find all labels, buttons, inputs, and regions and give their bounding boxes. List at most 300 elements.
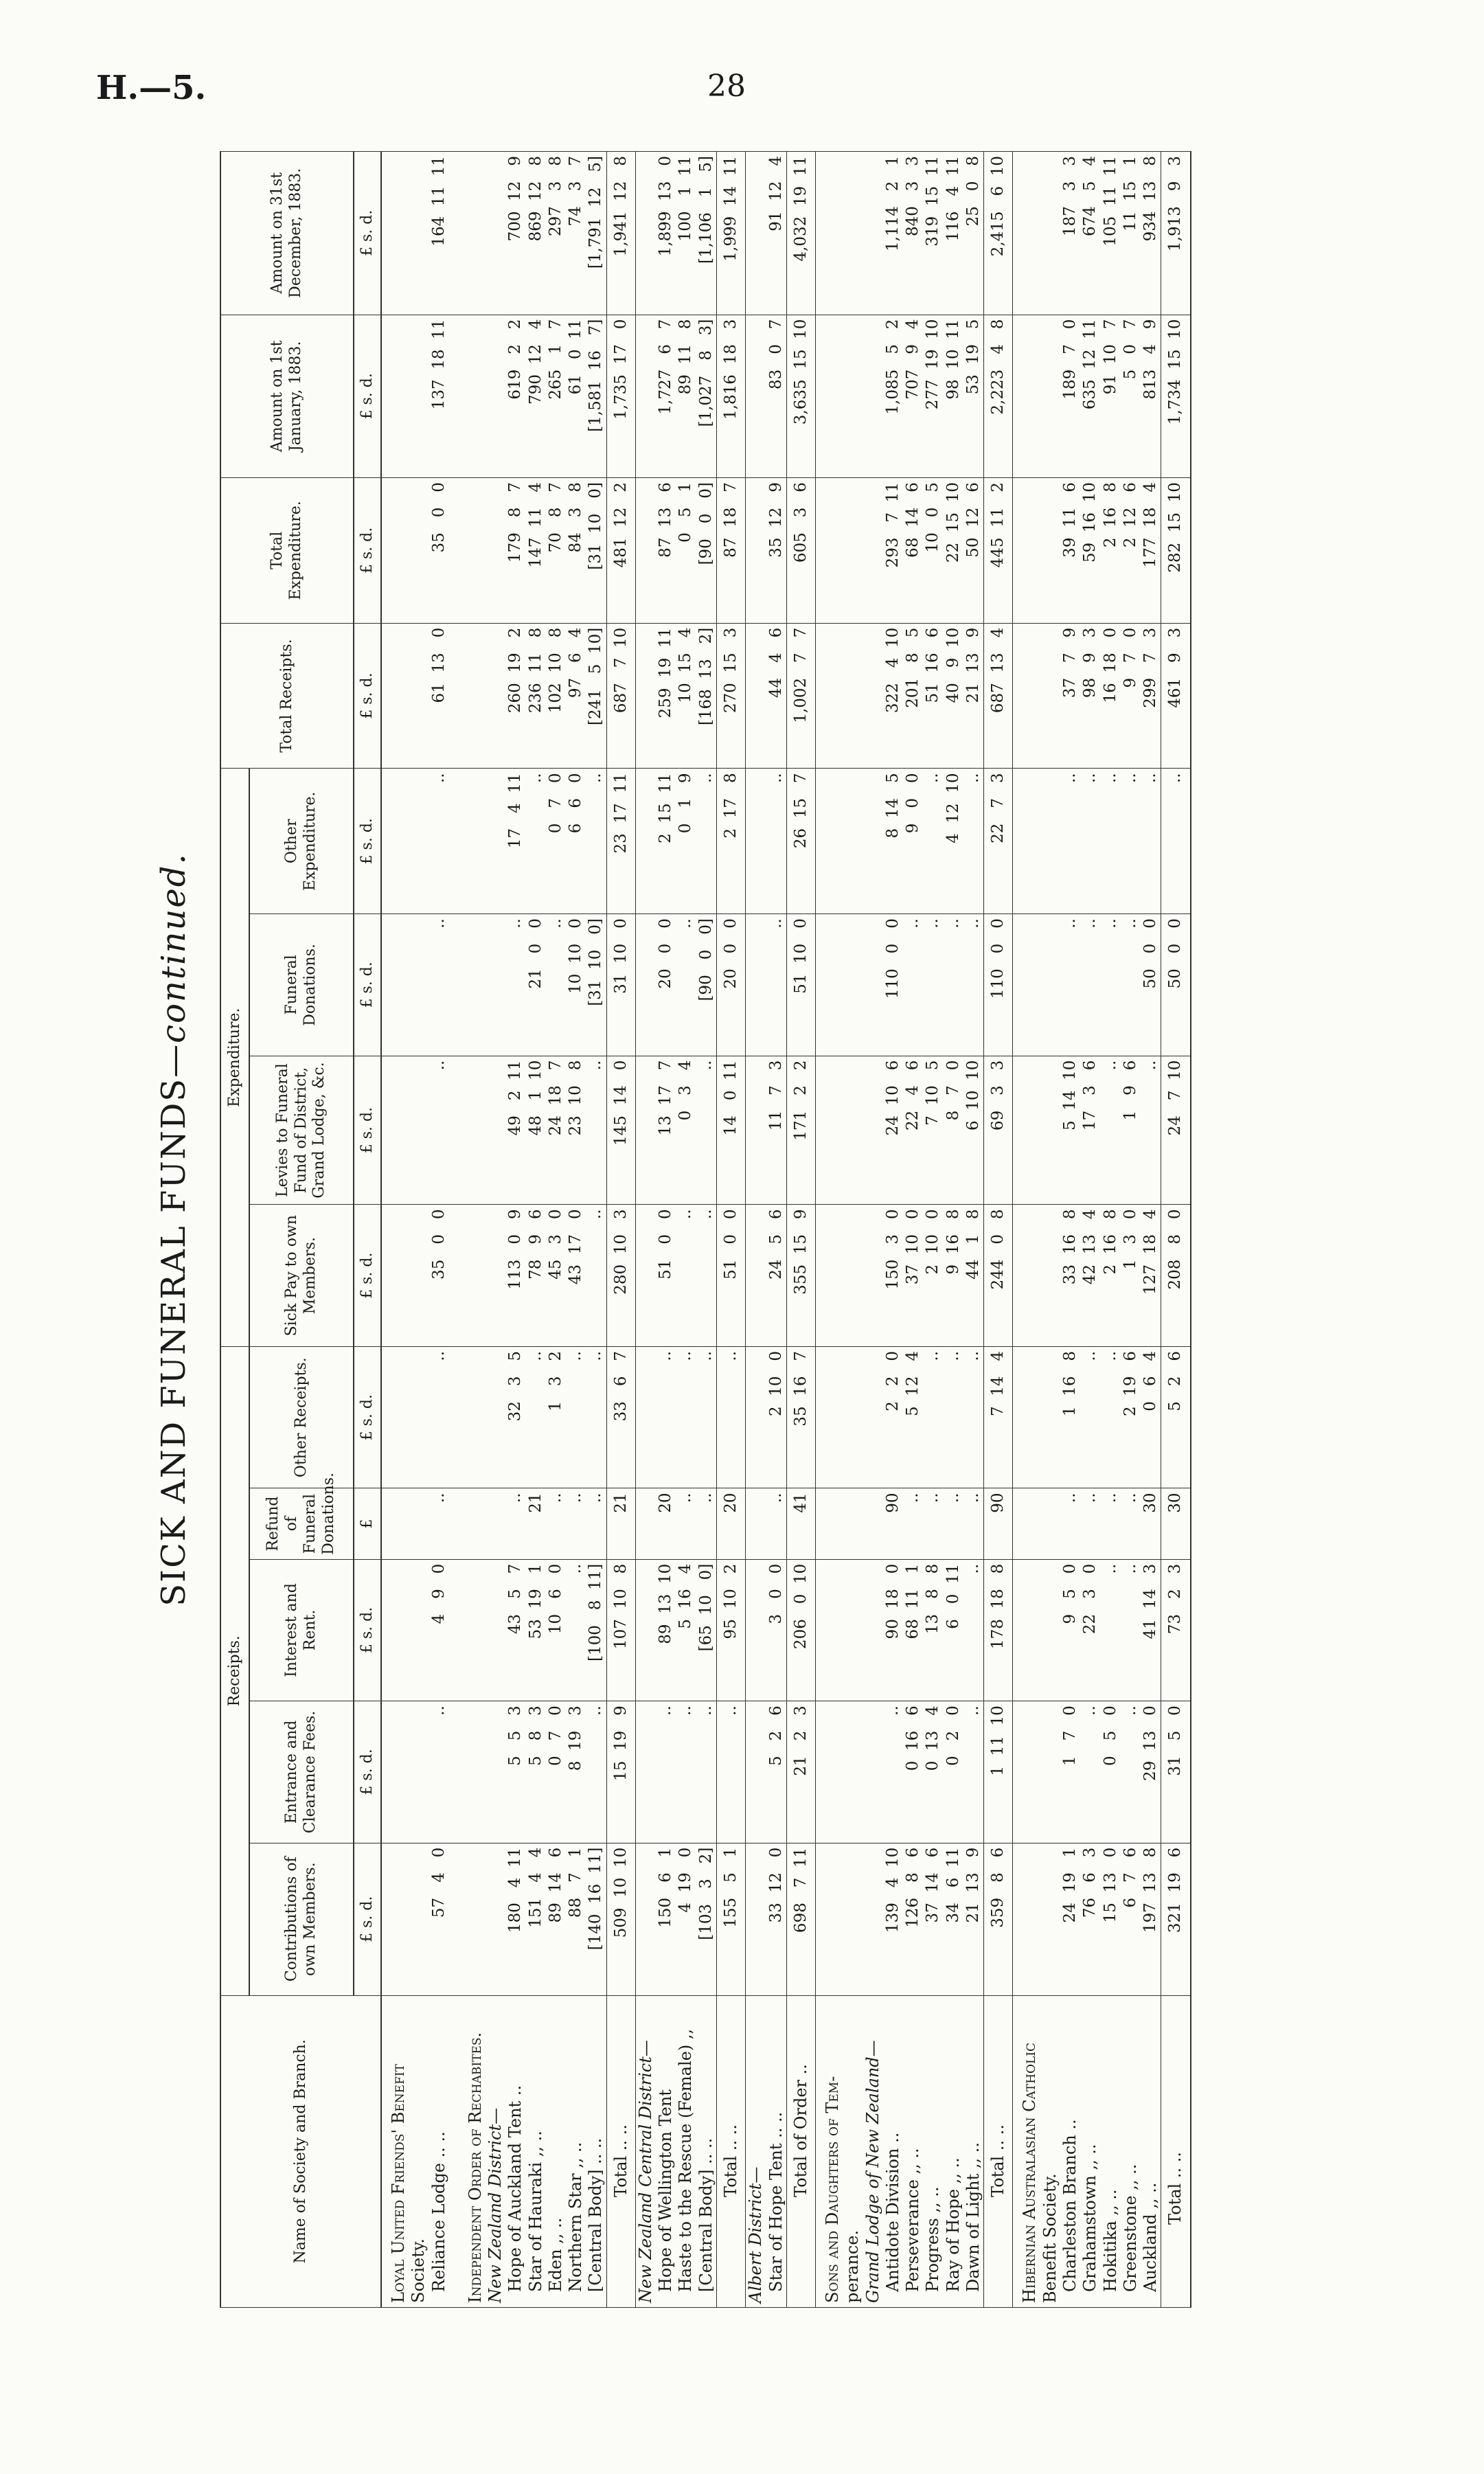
table-cell <box>459 478 486 624</box>
row-label: Perseverance ,, .. <box>903 1995 923 2307</box>
table-cell: .. <box>923 1488 943 1559</box>
table-cell <box>409 478 429 624</box>
table-cell <box>459 914 486 1056</box>
table-row <box>746 152 766 2308</box>
table-cell <box>486 1843 505 1995</box>
unit-label: £ s. d. <box>354 1056 381 1205</box>
page-header <box>0 0 1484 130</box>
table-cell <box>863 478 883 624</box>
table-cell: 1,913 9 3 <box>1161 152 1191 315</box>
table-cell: 37 7 9 <box>1060 623 1080 769</box>
table-cell <box>409 623 429 769</box>
table-cell: 297 3 8 <box>546 152 566 315</box>
table-cell <box>449 623 459 769</box>
table-cell: 687 7 10 <box>606 623 635 769</box>
table-cell: .. <box>963 769 984 914</box>
table-cell: 48 1 10 <box>526 1056 546 1205</box>
table-cell: [241 5 10] <box>586 623 606 769</box>
table-cell: 35 16 7 <box>786 1346 815 1488</box>
row-label: Auckland ,, .. <box>1141 1995 1161 2307</box>
table-cell: .. <box>1121 914 1141 1056</box>
table-cell <box>843 623 863 769</box>
table-cell <box>409 1205 429 1347</box>
table-cell <box>843 1843 863 1995</box>
table-cell: 1,816 18 3 <box>716 315 745 477</box>
row-label: Star of Hauraki ,, .. <box>526 1995 546 2307</box>
table-cell <box>449 1559 459 1701</box>
row-label: Total .. .. <box>716 1995 745 2307</box>
table-cell: 87 13 6 <box>656 478 676 624</box>
table-cell <box>459 315 486 477</box>
table-cell: 29 13 0 <box>1141 1701 1161 1843</box>
table-cell: 359 8 6 <box>984 1843 1013 1995</box>
table-cell: 2,415 6 10 <box>984 152 1013 315</box>
table-cell: 813 4 9 <box>1141 315 1161 477</box>
table-cell: 0 1 9 <box>676 769 696 914</box>
table-cell: 4,032 19 11 <box>786 152 815 315</box>
table-cell <box>863 769 883 914</box>
table-cell: 105 11 11 <box>1101 152 1121 315</box>
table-cell: 2 10 0 <box>766 1346 787 1488</box>
table-cell: .. <box>1080 1346 1100 1488</box>
table-cell: 208 8 0 <box>1161 1205 1191 1347</box>
table-cell: 700 12 9 <box>505 152 525 315</box>
table-cell: 150 6 1 <box>656 1843 676 1995</box>
table-cell: 0 5 1 <box>676 478 696 624</box>
table-cell: 51 16 6 <box>923 623 943 769</box>
table-cell <box>635 914 656 1056</box>
table-cell: .. <box>766 769 787 914</box>
table-cell <box>449 1843 459 1995</box>
row-label: Star of Hope Tent .. .. <box>766 1995 787 2307</box>
table-cell: 20 0 0 <box>716 914 745 1056</box>
col-other-expenditure-header: Other Expenditure. <box>249 769 354 914</box>
table-cell: 43 17 0 <box>566 1205 586 1347</box>
table-cell: 51 0 0 <box>716 1205 745 1347</box>
table-cell <box>746 1701 766 1843</box>
table-cell <box>381 1701 409 1843</box>
table-cell <box>843 769 863 914</box>
table-cell: 15 13 0 <box>1101 1843 1121 1995</box>
table-cell <box>449 478 459 624</box>
table-cell: 21 0 0 <box>526 914 546 1056</box>
table-cell: 10 6 0 <box>546 1559 566 1701</box>
table-cell: 2 17 8 <box>716 769 745 914</box>
table-cell: 113 0 9 <box>505 1205 525 1347</box>
table-cell: 10 15 4 <box>676 623 696 769</box>
table-cell: .. <box>429 1346 449 1488</box>
table-cell: 22 3 0 <box>1080 1559 1100 1701</box>
table-cell <box>486 1205 505 1347</box>
table-cell: 8 7 0 <box>944 1056 963 1205</box>
table-cell: .. <box>656 1701 676 1843</box>
table-cell <box>381 914 409 1056</box>
row-label: Northern Star ,, .. <box>566 1995 586 2307</box>
table-cell: 73 2 3 <box>1161 1559 1191 1701</box>
row-label: Hope of Wellington Tent <box>656 1995 676 2307</box>
table-cell: [90 0 0] <box>696 914 717 1056</box>
unit-label: £ s. d. <box>354 769 381 914</box>
table-cell: 171 2 2 <box>786 1056 815 1205</box>
table-cell <box>635 623 656 769</box>
table-cell <box>746 1488 766 1559</box>
table-cell <box>635 1701 656 1843</box>
col-other-receipts-header: Other Receipts. <box>249 1346 354 1488</box>
table-cell: 102 10 8 <box>546 623 566 769</box>
table-cell: .. <box>1141 1056 1161 1205</box>
table-cell: 2 19 6 <box>1121 1346 1141 1488</box>
table-cell: 1,999 14 11 <box>716 152 745 315</box>
table-cell: 50 0 0 <box>1141 914 1161 1056</box>
table-cell: 1 3 2 <box>546 1346 566 1488</box>
table-cell: 51 0 0 <box>656 1205 676 1347</box>
table-cell: 270 15 3 <box>716 623 745 769</box>
table-cell <box>449 1488 459 1559</box>
table-cell: 41 <box>786 1488 815 1559</box>
table-cell <box>1013 152 1040 315</box>
table-cell <box>843 478 863 624</box>
table-cell: 2 16 8 <box>1101 478 1121 624</box>
table-cell: 127 18 4 <box>1141 1205 1161 1347</box>
col-total-receipts-header: Total Receipts. <box>220 623 354 769</box>
table-cell <box>1013 1843 1040 1995</box>
group-receipts-header: Receipts. <box>220 1346 249 1995</box>
table-cell: 687 13 4 <box>984 623 1013 769</box>
table-cell: 13 8 8 <box>923 1559 943 1701</box>
table-cell: 8 19 3 <box>566 1701 586 1843</box>
table-cell: 91 10 7 <box>1101 315 1121 477</box>
table-cell: 9 0 0 <box>903 769 923 914</box>
table-cell: 20 <box>656 1488 676 1559</box>
table-row <box>459 152 486 2308</box>
table-cell <box>449 152 459 315</box>
table-cell: 1 16 8 <box>1060 1346 1080 1488</box>
row-label: Society. <box>409 1995 429 2307</box>
table-cell: .. <box>1121 1701 1141 1843</box>
table-cell <box>746 1346 766 1488</box>
table-cell <box>409 152 429 315</box>
table-cell <box>486 1056 505 1205</box>
table-cell <box>635 1559 656 1701</box>
table-cell: 5 14 10 <box>1060 1056 1080 1205</box>
unit-label: £ s. d. <box>354 1701 381 1843</box>
table-cell: 1 11 10 <box>984 1701 1013 1843</box>
table-cell: 35 0 0 <box>429 478 449 624</box>
table-cell <box>816 478 843 624</box>
table-cell: 189 7 0 <box>1060 315 1080 477</box>
table-cell: 70 8 7 <box>546 478 566 624</box>
table-cell <box>816 1701 843 1843</box>
table-cell: 1 7 0 <box>1060 1701 1080 1843</box>
table-cell <box>1013 914 1040 1056</box>
table-row <box>486 152 505 2308</box>
table-cell: .. <box>1060 914 1080 1056</box>
table-cell: 8 14 5 <box>883 769 903 914</box>
row-label: Reliance Lodge .. .. <box>429 1995 449 2307</box>
table-cell: 177 18 4 <box>1141 478 1161 624</box>
table-cell: 1,941 12 8 <box>606 152 635 315</box>
table-cell <box>1040 623 1060 769</box>
table-cell: .. <box>505 1488 525 1559</box>
table-cell <box>486 152 505 315</box>
table-cell: 150 3 0 <box>883 1205 903 1347</box>
table-cell: 461 9 3 <box>1161 623 1191 769</box>
table-cell: .. <box>586 769 606 914</box>
table-cell <box>1040 1205 1060 1347</box>
table-cell: 5 8 3 <box>526 1701 546 1843</box>
table-cell: .. <box>676 1346 696 1488</box>
table-cell: .. <box>566 1559 586 1701</box>
table-cell: 151 4 4 <box>526 1843 546 1995</box>
table-row <box>1040 152 1060 2308</box>
table-cell <box>459 1701 486 1843</box>
table-cell <box>459 152 486 315</box>
table-cell: 244 0 8 <box>984 1205 1013 1347</box>
table-cell: 605 3 6 <box>786 478 815 624</box>
table-cell: 23 10 8 <box>566 1056 586 1205</box>
table-cell <box>486 478 505 624</box>
table-cell: 6 7 6 <box>1121 1843 1141 1995</box>
table-cell: 9 5 0 <box>1060 1559 1080 1701</box>
row-label: Charleston Branch .. <box>1060 1995 1080 2307</box>
table-cell <box>635 315 656 477</box>
table-cell: .. <box>526 769 546 914</box>
table-row <box>1013 152 1040 2308</box>
table-cell: 321 19 6 <box>1161 1843 1191 1995</box>
table-cell: 53 19 5 <box>963 315 984 477</box>
table-cell: .. <box>1101 1488 1121 1559</box>
table-cell <box>381 623 409 769</box>
table-cell <box>449 1701 459 1843</box>
table-cell <box>816 1488 843 1559</box>
table-row <box>449 152 459 2308</box>
table-cell <box>1040 152 1060 315</box>
table-cell: 6 0 11 <box>944 1559 963 1701</box>
table-row <box>944 152 963 2308</box>
col-interest-header: Interest and Rent. <box>249 1559 354 1701</box>
table-cell: 40 9 10 <box>944 623 963 769</box>
row-label: Sons and Daughters of Tem- <box>816 1995 843 2307</box>
table-cell <box>449 914 459 1056</box>
rotated-table-area <box>155 151 1446 2308</box>
page-number: 28 <box>707 69 746 104</box>
table-cell: 37 14 6 <box>923 1843 943 1995</box>
table-cell: 21 2 3 <box>786 1701 815 1843</box>
table-row <box>903 152 923 2308</box>
table-cell: 3 0 0 <box>766 1559 787 1701</box>
table-cell: .. <box>944 1488 963 1559</box>
table-cell: 180 4 11 <box>505 1843 525 1995</box>
table-cell <box>816 315 843 477</box>
table-cell: 110 0 0 <box>883 914 903 1056</box>
table-cell: 1,085 5 2 <box>883 315 903 477</box>
row-label: [Central Body] .. .. <box>586 1995 606 2307</box>
table-cell: .. <box>676 1205 696 1347</box>
table-cell: 25 0 8 <box>963 152 984 315</box>
table-title <box>155 151 209 2308</box>
table-cell <box>449 1346 459 1488</box>
table-row <box>883 152 903 2308</box>
table-row <box>1161 152 1191 2308</box>
table-row <box>716 152 745 2308</box>
table-cell: .. <box>546 1488 566 1559</box>
table-cell <box>635 769 656 914</box>
row-label: Greenstone ,, .. <box>1121 1995 1141 2307</box>
table-cell <box>381 152 409 315</box>
table-cell <box>816 1843 843 1995</box>
table-cell: 509 10 10 <box>606 1843 635 1995</box>
table-cell: .. <box>1080 914 1100 1056</box>
table-cell: 116 4 11 <box>944 152 963 315</box>
table-cell: .. <box>429 1701 449 1843</box>
table-row <box>984 152 1013 2308</box>
table-cell: 0 7 0 <box>546 769 566 914</box>
table-cell: 265 1 7 <box>546 315 566 477</box>
table-cell: 84 3 8 <box>566 478 586 624</box>
table-cell: .. <box>923 914 943 1056</box>
table-cell <box>635 478 656 624</box>
table-cell <box>381 1056 409 1205</box>
table-cell: 107 10 8 <box>606 1559 635 1701</box>
table-cell: 145 14 0 <box>606 1056 635 1205</box>
table-cell: .. <box>696 769 717 914</box>
table-cell: 35 12 9 <box>766 478 787 624</box>
table-cell: 68 14 6 <box>903 478 923 624</box>
table-row <box>766 152 787 2308</box>
table-cell: .. <box>766 914 787 1056</box>
table-cell: 179 8 7 <box>505 478 525 624</box>
table-cell: 481 12 2 <box>606 478 635 624</box>
table-cell: .. <box>566 1346 586 1488</box>
table-cell: 33 6 7 <box>606 1346 635 1488</box>
table-cell <box>863 1701 883 1843</box>
table-cell: [140 16 11] <box>586 1843 606 1995</box>
table-cell: .. <box>1101 769 1121 914</box>
table-cell <box>635 1488 656 1559</box>
unit-label: £ s. d. <box>354 1205 381 1347</box>
table-cell: 0 7 0 <box>546 1701 566 1843</box>
col-funeral-header: Funeral Donations. <box>249 914 354 1056</box>
table-cell: .. <box>566 1488 586 1559</box>
table-cell: 45 3 0 <box>546 1205 566 1347</box>
table-cell <box>746 623 766 769</box>
table-row <box>429 152 449 2308</box>
row-label: Independent Order of Rechabites. <box>459 1995 486 2307</box>
row-label: Total .. .. <box>984 1995 1013 2307</box>
table-cell <box>486 769 505 914</box>
table-cell: 76 6 3 <box>1080 1843 1100 1995</box>
table-cell: [103 3 2] <box>696 1843 717 1995</box>
table-cell: 90 <box>883 1488 903 1559</box>
table-cell: 90 <box>984 1488 1013 1559</box>
table-cell <box>816 914 843 1056</box>
table-cell: [1,581 16 7] <box>586 315 606 477</box>
table-cell: [31 10 0] <box>586 914 606 1056</box>
table-cell: 32 3 5 <box>505 1346 525 1488</box>
table-cell: 24 18 7 <box>546 1056 566 1205</box>
table-cell: .. <box>923 769 943 914</box>
row-label: Albert District— <box>746 1995 766 2307</box>
table-cell: .. <box>903 914 923 1056</box>
table-cell: .. <box>1080 769 1100 914</box>
table-cell: 91 12 4 <box>766 152 787 315</box>
table-cell <box>449 769 459 914</box>
row-label: Benefit Society. <box>1040 1995 1060 2307</box>
table-cell: 0 13 4 <box>923 1701 943 1843</box>
table-cell: 61 13 0 <box>429 623 449 769</box>
table-row <box>786 152 815 2308</box>
table-cell: 30 <box>1141 1488 1161 1559</box>
table-cell: .. <box>586 1056 606 1205</box>
table-cell: .. <box>505 914 525 1056</box>
table-row <box>1101 152 1121 2308</box>
table-cell: 87 18 7 <box>716 478 745 624</box>
table-cell: 7 14 4 <box>984 1346 1013 1488</box>
table-cell: .. <box>1080 1701 1100 1843</box>
table-cell <box>1013 1559 1040 1701</box>
table-cell: .. <box>1101 1346 1121 1488</box>
table-row <box>843 152 863 2308</box>
table-cell: 0 2 0 <box>944 1701 963 1843</box>
table-row <box>923 152 943 2308</box>
table-cell: .. <box>1121 1559 1141 1701</box>
table-cell: 674 5 4 <box>1080 152 1100 315</box>
col-name-header: Name of Society and Branch. <box>220 1995 381 2307</box>
table-cell <box>1013 623 1040 769</box>
table-cell: 1,114 2 1 <box>883 152 903 315</box>
table-row <box>1080 152 1100 2308</box>
table-cell <box>381 769 409 914</box>
table-cell: 90 18 0 <box>883 1559 903 1701</box>
table-cell: 1 9 6 <box>1121 1056 1141 1205</box>
table-cell <box>746 769 766 914</box>
table-cell <box>449 1056 459 1205</box>
table-cell <box>381 1488 409 1559</box>
table-row <box>546 152 566 2308</box>
unit-label: £ s. d. <box>354 914 381 1056</box>
table-cell <box>746 1056 766 1205</box>
table-cell: 37 10 0 <box>903 1205 923 1347</box>
table-cell <box>843 1488 863 1559</box>
table-cell: 698 7 11 <box>786 1843 815 1995</box>
table-cell: .. <box>696 1346 717 1488</box>
table-cell <box>1040 1056 1060 1205</box>
table-cell <box>843 152 863 315</box>
table-cell: .. <box>586 1488 606 1559</box>
table-cell: 187 3 3 <box>1060 152 1080 315</box>
table-cell: 1 3 0 <box>1121 1205 1141 1347</box>
table-cell <box>1013 315 1040 477</box>
table-cell <box>409 1559 429 1701</box>
table-cell <box>816 1205 843 1347</box>
table-cell: .. <box>429 1056 449 1205</box>
table-cell <box>843 1056 863 1205</box>
col-entrance-header: Entrance and Clearance Fees. <box>249 1701 354 1843</box>
table-cell <box>1013 1205 1040 1347</box>
table-cell: 0 5 0 <box>1101 1701 1121 1843</box>
table-cell: 790 12 4 <box>526 315 546 477</box>
table-cell: 14 0 11 <box>716 1056 745 1205</box>
table-cell <box>863 152 883 315</box>
table-cell: 22 4 6 <box>903 1056 923 1205</box>
table-cell <box>843 1701 863 1843</box>
table-cell: 206 0 10 <box>786 1559 815 1701</box>
funds-table <box>220 151 1191 2308</box>
table-cell: 1,734 15 10 <box>1161 315 1191 477</box>
table-cell: 2 16 8 <box>1101 1205 1121 1347</box>
table-cell: 20 <box>716 1488 745 1559</box>
table-cell: .. <box>1080 1488 1100 1559</box>
